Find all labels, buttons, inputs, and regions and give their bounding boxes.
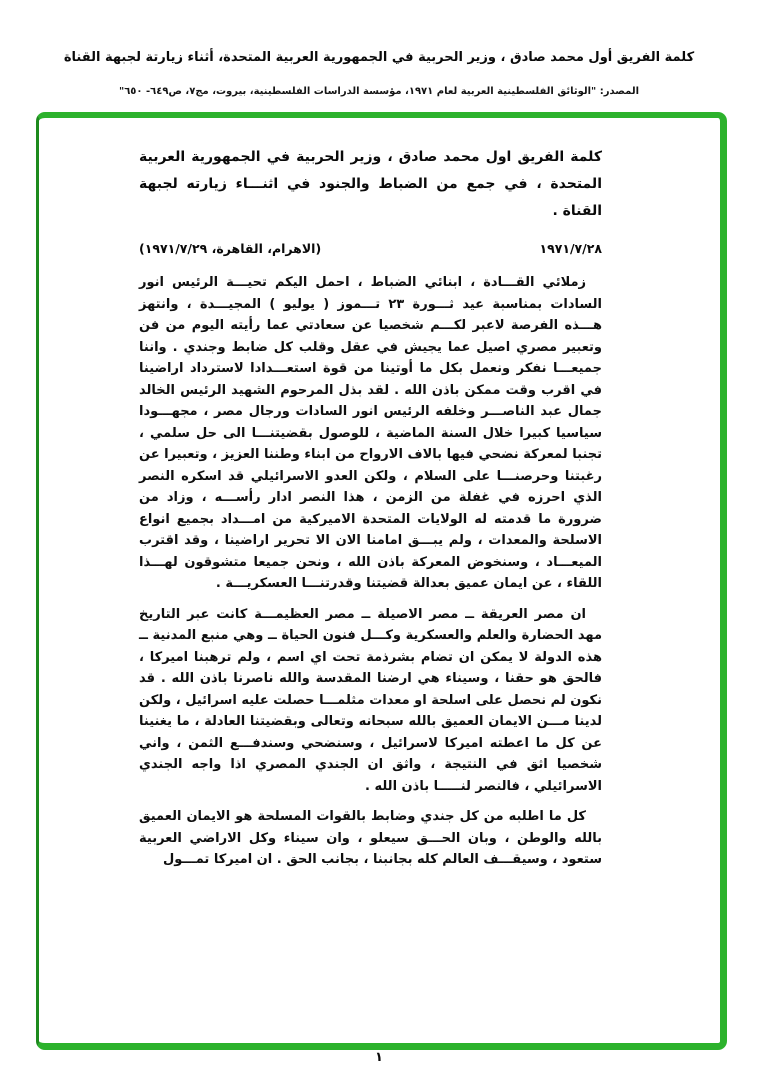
document-title: كلمة الفريق اول محمد صادق ، وزير الحربية في الجمهورية العربية المتحدة ، في جمع من الضباط والجنود في اثنـــاء زيارته لجبهة القناة . xyxy=(139,149,602,219)
source-citation: المصدر: "الوثائق الفلسطينية العربية لعام ١٩٧١، مؤسسة الدراسات الفلسطينية، بيروت، مج٧، ص٦٤٩- ٦٥٠" xyxy=(118,86,640,97)
page-number: ١ xyxy=(375,1050,383,1065)
document-body xyxy=(39,118,720,1043)
green-border-frame xyxy=(36,112,727,1050)
document-date: ١٩٧١/٧/٢٨ xyxy=(539,241,602,256)
press-reference: (الاهرام، القاهرة، ١٩٧١/٧/٢٩) xyxy=(139,241,322,256)
paragraph-1: زملائي القـــادة ، ابنائي الضباط ، احمل اليكم تحيـــة الرئيس انور السادات بمناسبة عيد ثـــورة ٢٣ تـــموز ( يوليو ) المجيـــدة ، وانتهز هـــذه الفرصة لاعبر لكـــم شخصيا عن سعادتي عما رأيته اليوم من فن وتعبير مصري اصيل عما يجيش في عقل وقلب كل ضابط وجندي . واننا جميعـــا نفكر ونعمل بكل ما أوتينا من قوة استعـــدادا لاسترداد اراضينا في اقرب وقت ممكن باذن الله . لقد بذل المرحوم الشهيد الرئيس الخالد جمال عبد الناصـــر وخلفه الرئيس انور السادات ورجال مصر ، مجهـــودا سياسيا كبيرا خلال السنة الماضية ، للوصول بقضيتنـــا الى حل سلمي ، تجنبا لمعركة نضحي فيها بالاف الارواح من ابناء وطننا العزيز ، وتعبيرا عن رغبتنا وحرصنـــا على السلام ، ولكن العدو الاسرائيلي قد اسكره النصر الذي احرزه في غفلة من الزمن ، هذا النصر ادار رأســـه ، وزاد من ضرورة ما قدمته له الولايات المتحدة الاميركية من امـــداد بجميع انواع الاسلحة والمعدات ، ولم يبـــق امامنا الان الا تحرير اراضينا ، وقد اقترب الميعـــاد ، وسنخوض المعركة باذن الله ، ونحن جميعا متشوقون لهـــذا اللقاء ، عن ايمان عميق بعدالة قضيتنا وقدرتنـــا العسكريـــة . xyxy=(139,275,602,591)
paragraph-3: كل ما اطلبه من كل جندي وضابط بالقوات المسلحة هو الايمان العميق بالله والوطن ، وبان الحـــق سيعلو ، وان سيناء وكل الاراضي العربية ستعود ، وسيقـــف العالم كله بجانبنا ، بجانب الحق . ان اميركا تمـــول xyxy=(139,809,602,867)
paragraph-2: ان مصر العريقة ــ مصر الاصيلة ــ مصر العظيمـــة كانت عبر التاريخ مهد الحضارة والعلم والعسكرية وكـــل فنون الحياة ــ وهي منبع المدنية ــ هذه الدولة لا يمكن ان تضام بشرذمة تحت اي اسم ، ولم ترهبنا اميركا ، فالحق هو حقنا ، وسيناء هي ارضنا المقدسة والله ناصرنا باذن الله . قد نكون لم نحصل على اسلحة او معدات مثلمـــا حصلت عليه اسرائيل ، ولكن لدينا مـــن الايمان العميق بالله سبحانه وتعالى وبقضيتنا العادلة ، ما يغنينا عن كل ما اعطته اميركا لاسرائيل ، وسنضحي وسندفـــع الثمن ، واني شخصيا اثق في النتيجة ، واثق ان الجندي المصري اذا واجه الجندي الاسرائيلي ، فالنصر لنـــــا باذن الله . xyxy=(139,606,602,794)
dateline xyxy=(139,241,602,256)
header-title: كلمة الفريق أول محمد صادق ، وزير الحربية في الجمهورية العربية المتحدة، أثناء زيارتة لجبهة القناة xyxy=(63,50,695,65)
